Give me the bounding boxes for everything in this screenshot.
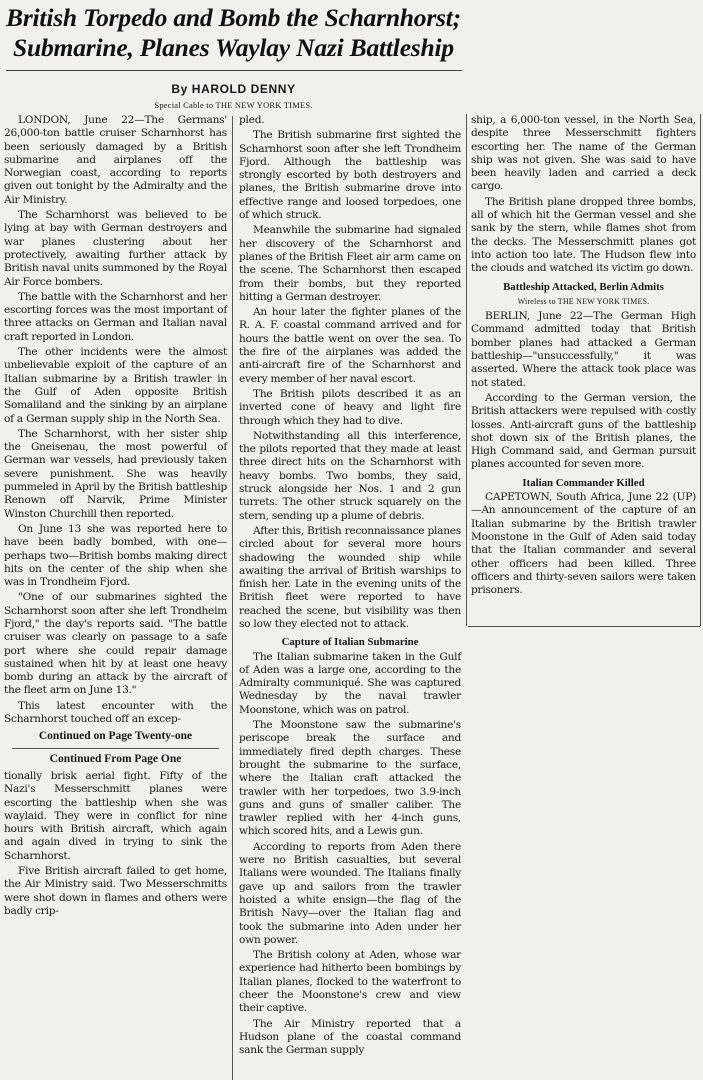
subhead-berlin-admits: Battleship Attacked, Berlin Admits — [503, 280, 664, 293]
paragraph: On June 13 she was reported here to have been badly bombed, with one—perhaps two—British bombs making direct hits on the center of the ship when she was in Trondheim Fjord. — [4, 522, 227, 589]
paragraph: Five British aircraft failed to get home, the Air Ministry said. Two Messerschmitts were shot down in flames and others were badly crip- — [4, 865, 227, 917]
paragraph: According to the German version, the British attackers were repulsed with costly losses. Anti-aircraft guns of the battleship shot down six of the British planes, the High Command said, and German pursuit planes accounted for seven more. — [471, 391, 696, 471]
headline-rule — [6, 70, 462, 71]
paragraph: CAPETOWN, South Africa, June 22 (UP)—An announcement of the capture of an Italian submarine by the British trawler Moonstone in the Gulf of Aden said today that the Italian commander and several other officers had been killed. Three officers and thirty-seven sailors were taken prisoners. — [471, 491, 696, 597]
paragraph: The Scharnhorst was believed to be lying at bay with German destroyers and war planes clustering about her protectively, awaiting further attack by British naval units summoned by the Royal Air Force bombers. — [4, 209, 227, 288]
wire-credit: Wireless to THE NEW YORK TIMES. — [517, 296, 650, 306]
headline-line-2: Submarine, Planes Waylay Nazi Battleship — [13, 33, 454, 62]
jump-rule — [12, 748, 219, 749]
paragraph: Notwithstanding all this interference, the pilots reported that they made at least three direct hits on the Scharnhorst with heavy bombs. Two bombs, they said, struck alongside her Nos. 1 and 2 gun turrets. The other struck squarely on the stern, sending up a plume of debris. — [239, 429, 461, 522]
paragraph: LONDON, June 22—The Germans' 26,000-ton battle cruiser Scharnhorst has been seriously damaged by a British submarine and airplanes off the Norwegian coast, according to reports given out tonight by the Admiralty and the Air Ministry. — [4, 114, 227, 206]
paragraph: The British plane dropped three bombs, all of which hit the German vessel and she sank by the stern, while flames shot from the decks. The Messerschmitt planes got into action too late. The Hudson flew into the clouds and watched its victim go down. — [471, 195, 696, 275]
column-3 — [471, 114, 696, 599]
paragraph: The Scharnhorst, with her sister ship the Gneisenau, the most powerful of German war vessels, had previously taken severe punishment. She was heavily pummeled in April by the British battleship Renown off Narvik, Prime Minister Winston Churchill then reported. — [4, 427, 227, 520]
column-1 — [4, 114, 227, 920]
paragraph: The Air Ministry reported that a Hudson plane of the coastal command sank the German supply — [239, 1017, 461, 1057]
paragraph: Meanwhile the submarine had signaled her discovery of the Scharnhorst and planes of the British Fleet air arm came on the scene. The Scharnhorst then escaped from their bombs, but they reported hitting a German destroyer. — [239, 224, 461, 303]
paragraph: This latest encounter with the Scharnhorst touched off an excep- — [4, 699, 227, 726]
column-2 — [239, 114, 461, 1059]
paragraph: The battle with the Scharnhorst and her escorting forces was the most important of three attacks on German and Italian naval craft reported in London. — [4, 290, 227, 343]
continued-on-notice: Continued on Page Twenty-one — [38, 730, 193, 743]
paragraph: The Italian submarine taken in the Gulf of Aden was a large one, according to the Admiralty communiqué. She was captured Wednesday by the naval trawler Moonstone, which was on patrol. — [239, 650, 461, 716]
paragraph: BERLIN, June 22—The German High Command admitted today that British bomber planes had attacked a German battleship—"unsuccessfully," it was asserted. Where the attack took place was not stated. — [471, 310, 696, 389]
paragraph: The other incidents were the almost unbelievable exploit of the capture of an Italian submarine by a British trawler in the Gulf of Aden opposite British Somaliland and the sinking by an airplane of a German supply ship in the North Sea. — [4, 346, 227, 425]
paragraph: According to reports from Aden there were no British casualties, but several Italians were wounded. The Italians finally gave up and sailors from the trawler hoisted a white ensign—the flag of the British Navy—over the Italian flag and took the submarine into Aden under her own power. — [239, 840, 461, 946]
credit-line: Special Cable to THE NEW YORK TIMES. — [154, 100, 313, 110]
paragraph: The British pilots described it as an inverted cone of heavy and light fire through which they had to dive. — [239, 387, 461, 427]
paragraph: ship, a 6,000-ton vessel, in the North Sea, despite three Messerschmitt fighters escorting her. The name of the German ship was not given. She was said to have been heavily laden and carried a deck cargo. — [471, 114, 696, 193]
paragraph: pled. — [239, 114, 265, 126]
column-3-bottom-rule — [468, 626, 700, 627]
paragraph: The Moonstone saw the submarine's periscope break the surface and immediately fired depth charges. These brought the submarine to the surface, where the Italian craft attacked the trawler with her torpedoes, two 3.9-inch guns and guns of smaller caliber. The trawler replied with her 4-inch guns, which scored hits, and a Lewis gun. — [239, 719, 461, 838]
headline-line-1: British Torpedo and Bomb the Scharnhorst; — [6, 3, 461, 32]
column-divider — [700, 114, 701, 626]
paragraph: The British colony at Aden, whose war experience had hitherto been bombings by Italian planes, flocked to the waterfront to cheer the Moonstone's crew and view their captive. — [239, 949, 461, 1015]
column-divider — [466, 114, 467, 626]
subhead-italian-commander-killed: Italian Commander Killed — [522, 476, 645, 489]
paragraph: tionally brisk aerial fight. Fifty of the Nazi's Messerschmitt planes were escorting the battleship when she was waylaid. They were in conflict for nine hours with British aircraft, which again and again dived in trying to sink the Scharnhorst. — [4, 769, 227, 862]
paragraph: An hour later the fighter planes of the R. A. F. coastal command arrived and for hours the battle went on over the sea. To the fire of the airplanes was added the anti-aircraft fire of the Scharnhorst and every member of her naval escort. — [239, 306, 461, 385]
continued-from-notice: Continued From Page One — [49, 752, 182, 765]
byline: By HAROLD DENNY — [171, 82, 296, 96]
paragraph: The British submarine first sighted the Scharnhorst soon after she left Trondheim Fjord. Although the battleship was strongly escorted by both destroyers and planes, the British submarine drove into effective range and loosed torpedoes, one of which struck. — [239, 129, 461, 222]
subhead-capture-italian-submarine: Capture of Italian Submarine — [281, 636, 419, 649]
paragraph: "One of our submarines sighted the Scharnhorst soon after she left Trondheim Fjord," the day's reports said. "The battle cruiser was clearly on passage to a safe port where she could repair damage sustained when hit by at least one heavy bomb during an attack by the aircraft of the fleet arm on June 13." — [4, 591, 227, 697]
column-divider — [232, 116, 233, 1080]
paragraph: After this, British reconnaissance planes circled about for several more hours shadowing the wounded ship while awaiting the arrival of British warships to finish her. Late in the evening units of the British fleet were reported to have reached the scene, but visibility was then so low they elected not to attack. — [239, 524, 461, 630]
